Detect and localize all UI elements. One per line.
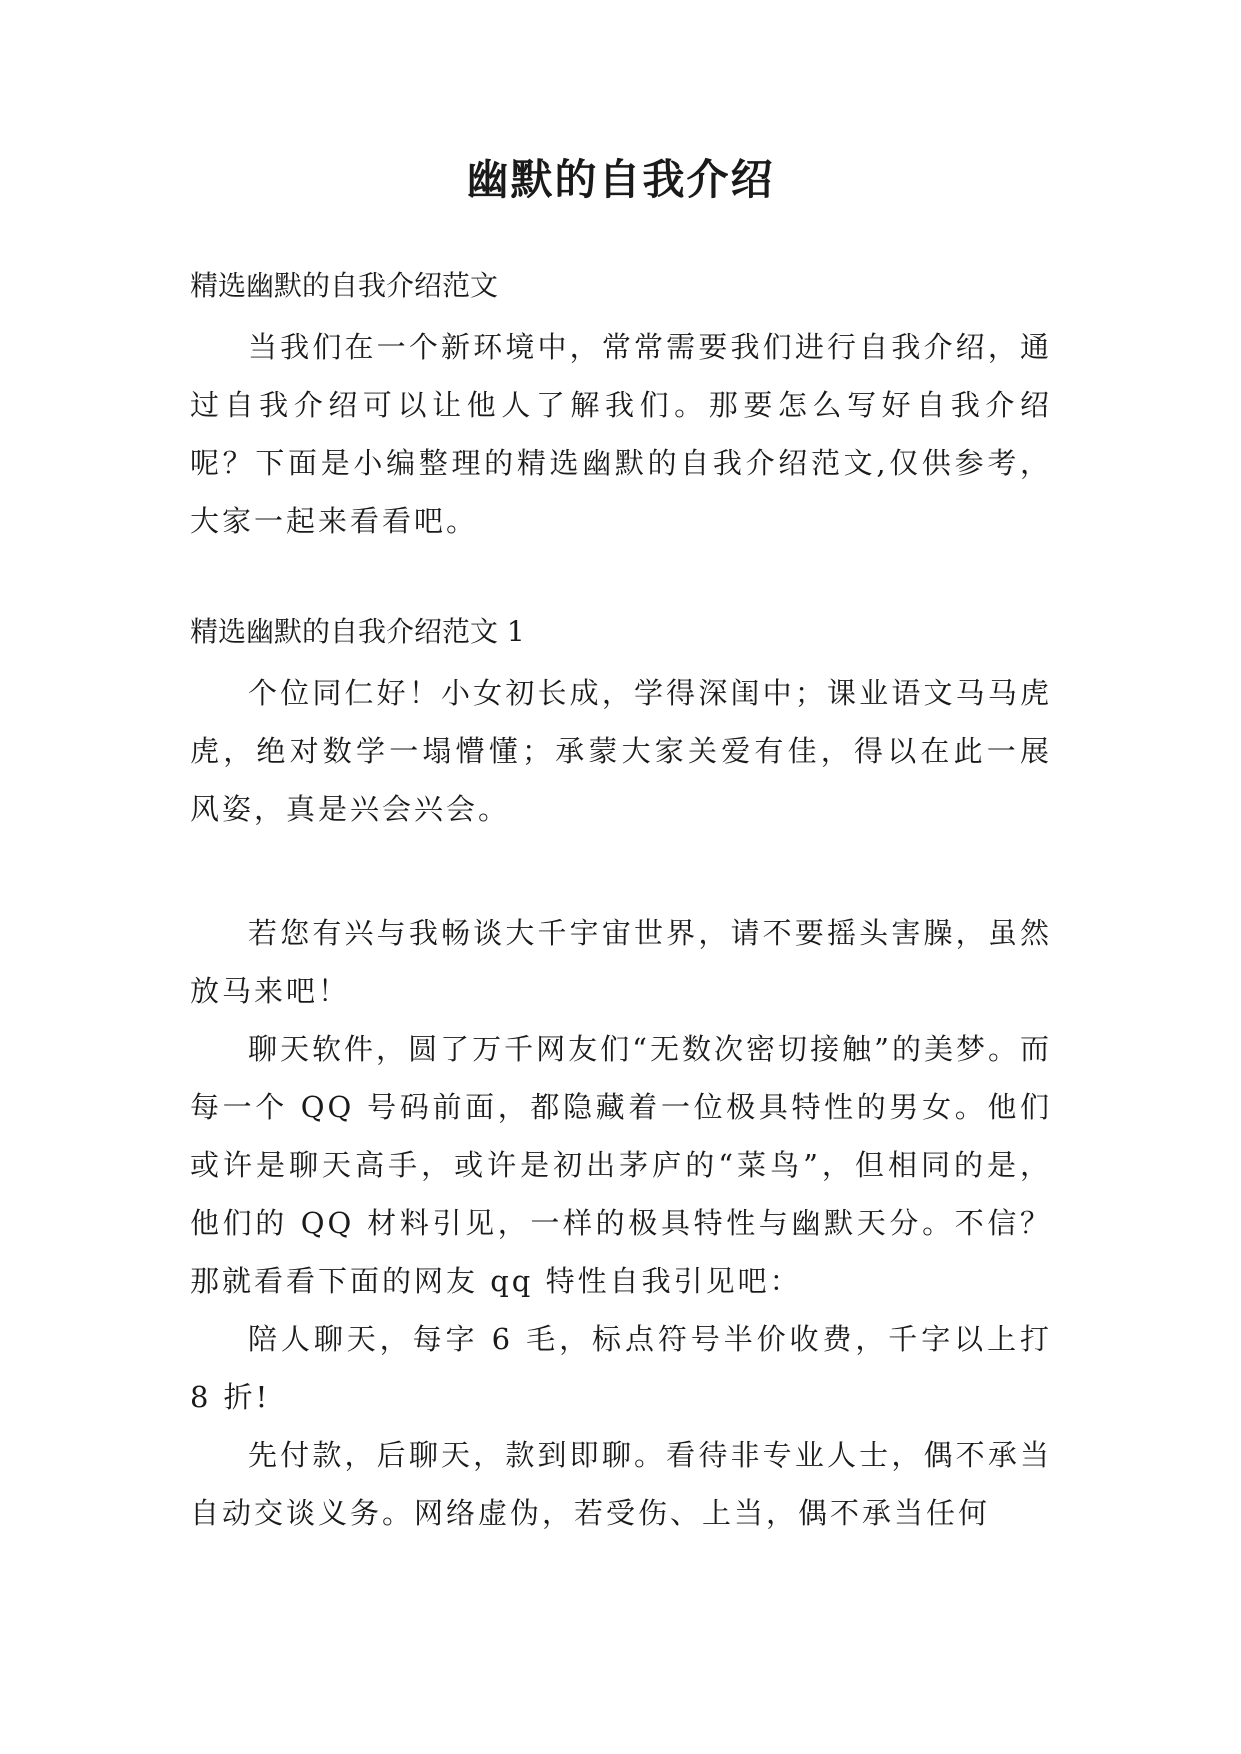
body-paragraph: 个位同仁好！小女初长成，学得深闺中；课业语文马马虎虎，绝对数学一塌懵懂；承蒙大家关爱有佳，得以在此一展风姿，真是兴会兴会。 [190, 676, 1052, 826]
intro-heading: 精选幽默的自我介绍范文 [190, 269, 499, 302]
document-title: 幽默的自我介绍 [466, 155, 775, 204]
body-paragraph: 先付款，后聊天，款到即聊。看待非专业人士，偶不承当自动交谈义务。网络虚伪，若受伤、上当，偶不承当任何 [190, 1438, 1052, 1530]
intro-paragraph: 当我们在一个新环境中，常常需要我们进行自我介绍，通过自我介绍可以让他人了解我们。那要怎么写好自我介绍呢？下面是小编整理的精选幽默的自我介绍范文,仅供参考，大家一起来看看吧。 [190, 330, 1052, 538]
document-body [190, 266, 1052, 1542]
section-heading: 精选幽默的自我介绍范文 1 [190, 615, 525, 648]
body-paragraph: 陪人聊天，每字 6 毛，标点符号半价收费，千字以上打 8 折! [190, 1322, 1052, 1414]
body-paragraph: 聊天软件，圆了万千网友们“无数次密切接触”的美梦。而每一个 QQ 号码前面，都隐藏着一位极具特性的男女。他们或许是聊天高手，或许是初出茅庐的“菜鸟”，但相同的是，他们的 QQ 材料引见，一样的极具特性与幽默天分。不信？那就看看下面的网友 qq 特性自我引见吧： [190, 1032, 1052, 1298]
body-paragraph: 若您有兴与我畅谈大千宇宙世界，请不要摇头害臊，虽然放马来吧！ [190, 916, 1052, 1008]
